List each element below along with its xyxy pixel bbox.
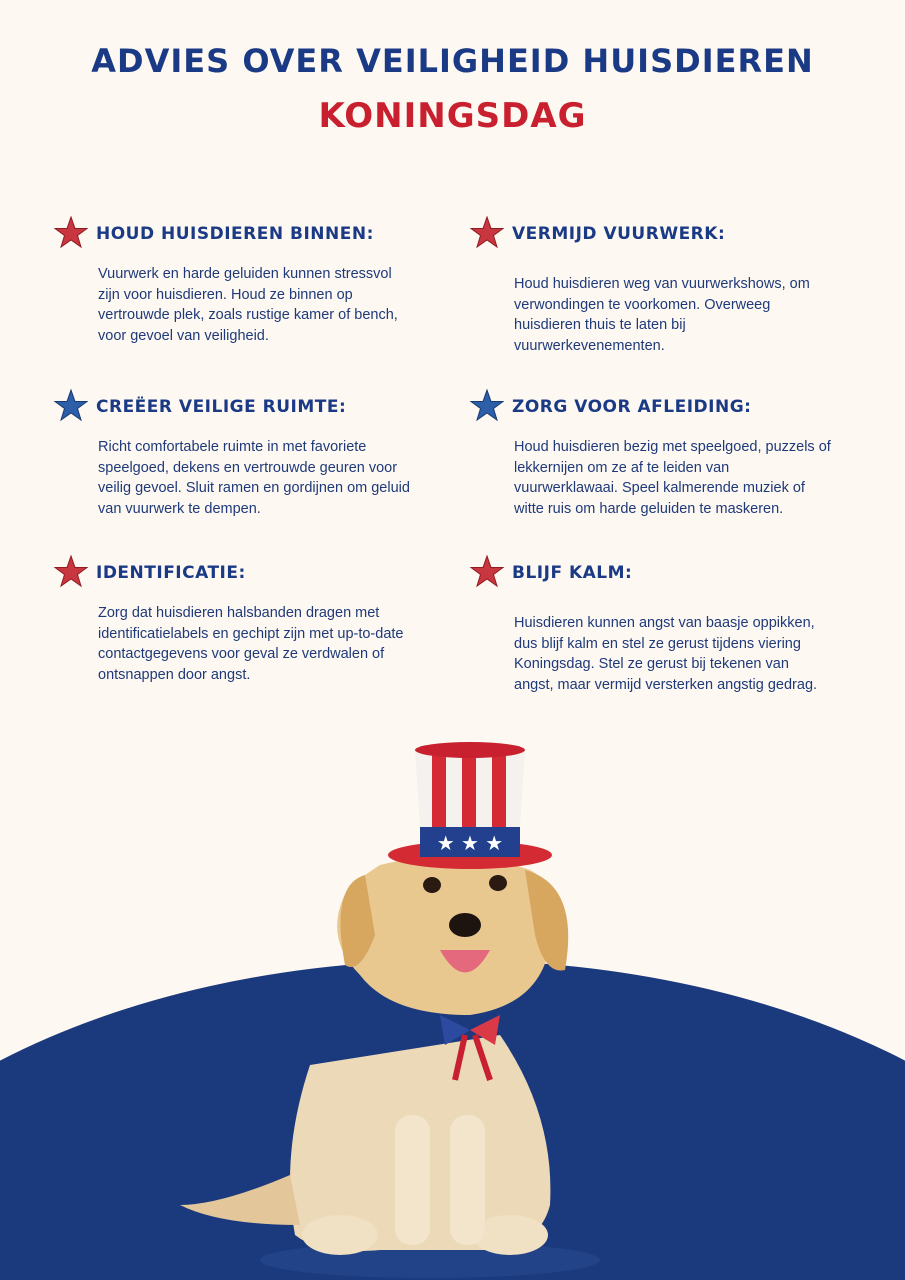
puppy-illustration [160,735,610,1280]
blue-star-icon [54,389,88,423]
red-star-icon [470,216,504,250]
svg-text:★ ★ ★: ★ ★ ★ [436,831,504,855]
section-title: VERMIJD VUURWERK: [512,224,726,244]
section-title: CREËER VEILIGE RUIMTE: [96,397,347,417]
section-text: Zorg dat huisdieren halsbanden dragen met identificatielabels en gechipt zijn met up-to-date contactgegevens voor geval ze verdwalen of ontsnappen door angst. [98,605,404,683]
section-title: BLIJF KALM: [512,563,633,583]
section-safe-space [56,397,416,519]
blue-star-icon [470,389,504,423]
red-star-icon [470,555,504,589]
section-avoid-fireworks [472,224,832,356]
section-stay-calm [472,563,832,695]
section-identification [56,563,416,685]
page-title: ADVIES OVER VEILIGHEID HUISDIEREN [91,42,814,80]
section-text: Richt comfortabele ruimte in met favoriete speelgoed, dekens en vertrouwde geuren voor veilig gevoel. Sluit ramen en gordijnen om geluid van vuurwerk te dempen. [98,439,410,517]
section-text: Houd huisdieren weg van vuurwerkshows, om verwondingen te voorkomen. Overweeg huisdieren thuis te laten bij vuurwerkevenementen. [514,276,810,354]
section-title: HOUD HUISDIEREN BINNEN: [96,224,374,244]
section-text: Huisdieren kunnen angst van baasje oppikken, dus blijf kalm en stel ze gerust tijdens viering Koningsdag. Stel ze gerust bij tekenen van angst, maar vermijd versterken angstig gedrag. [514,615,818,693]
section-keep-pets-inside [56,224,416,346]
page-subtitle: KONINGSDAG [318,96,587,136]
section-text: Houd huisdieren bezig met speelgoed, puzzels of lekkernijen om ze af te leiden van vuurwerklawaai. Speel kalmerende muziek of witte ruis om harde geluiden te maskeren. [514,439,831,517]
section-title: IDENTIFICATIE: [96,563,246,583]
red-star-icon [54,216,88,250]
section-title: ZORG VOOR AFLEIDING: [512,397,752,417]
red-star-icon [54,555,88,589]
section-distraction [472,397,832,519]
section-text: Vuurwerk en harde geluiden kunnen stressvol zijn voor huisdieren. Houd ze binnen op vertrouwde plek, zoals rustige kamer of bench, voor gevoel van veiligheid. [98,266,398,344]
